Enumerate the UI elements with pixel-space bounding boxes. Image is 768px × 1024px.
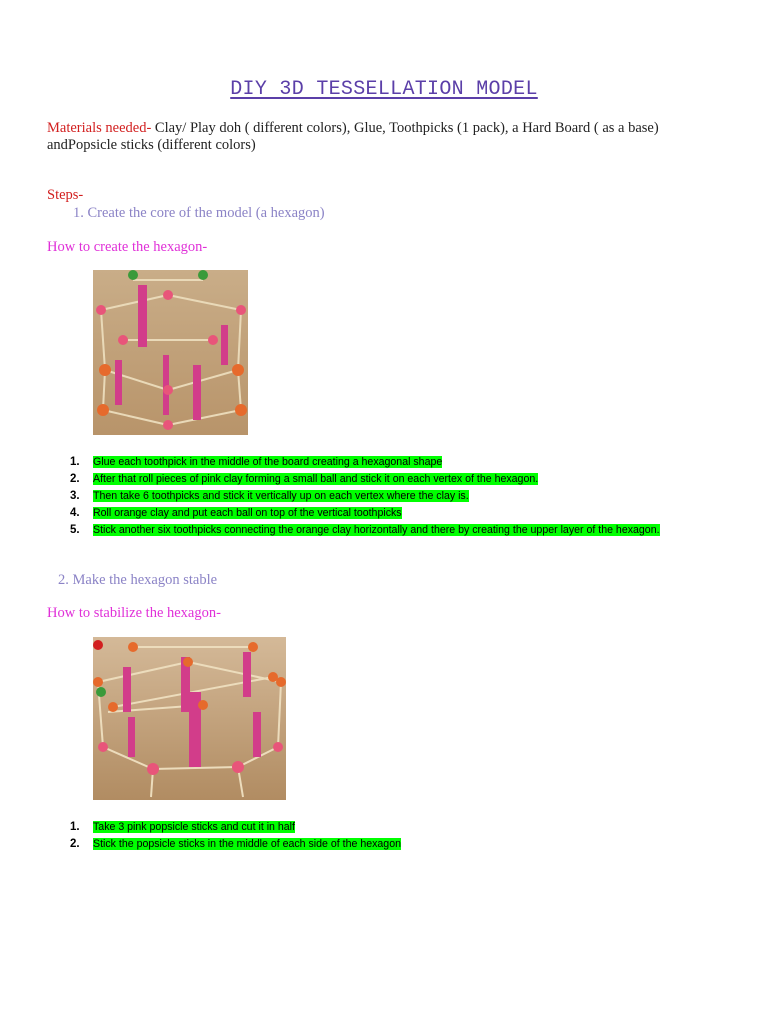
list-item: 2. Stick the popsicle sticks in the middle of each side of the hexagon <box>70 838 401 850</box>
steps-label: Steps- <box>47 187 84 203</box>
step-2-heading: 2. Make the hexagon stable <box>58 572 218 588</box>
how-to-create-heading: How to create the hexagon- <box>47 239 208 255</box>
materials-label: Materials needed- <box>47 120 152 136</box>
step-1-instructions <box>66 454 696 539</box>
step-2-instructions <box>66 819 696 853</box>
step-1-heading: 1. Create the core of the model (a hexagon) <box>73 205 325 221</box>
materials-paragraph <box>47 120 717 154</box>
list-item: 5. Stick another six toothpicks connecting the orange clay horizontally and there by creating the upper layer of the hexagon. <box>70 524 660 536</box>
hexagon-photo <box>93 270 248 435</box>
list-item: 1. Glue each toothpick in the middle of the board creating a hexagonal shape <box>70 456 443 468</box>
page-title: DIY 3D TESSELLATION MODEL <box>230 78 538 101</box>
list-item: 4. Roll orange clay and put each ball on top of the vertical toothpicks <box>70 507 402 519</box>
list-item: 2. After that roll pieces of pink clay forming a small ball and stick it on each vertex of the hexagon. <box>70 473 539 485</box>
materials-text: Clay/ Play doh ( different colors), Glue, Toothpicks (1 pack), a Hard Board ( as a base) andPopsicle sticks (different colors) <box>47 120 659 153</box>
list-item: 1. Take 3 pink popsicle sticks and cut it in half <box>70 821 295 833</box>
how-to-stabilize-heading: How to stabilize the hexagon- <box>47 605 221 621</box>
list-item: 3. Then take 6 toothpicks and stick it vertically up on each vertex where the clay is. <box>70 490 469 502</box>
stabilized-hexagon-photo <box>93 637 286 800</box>
